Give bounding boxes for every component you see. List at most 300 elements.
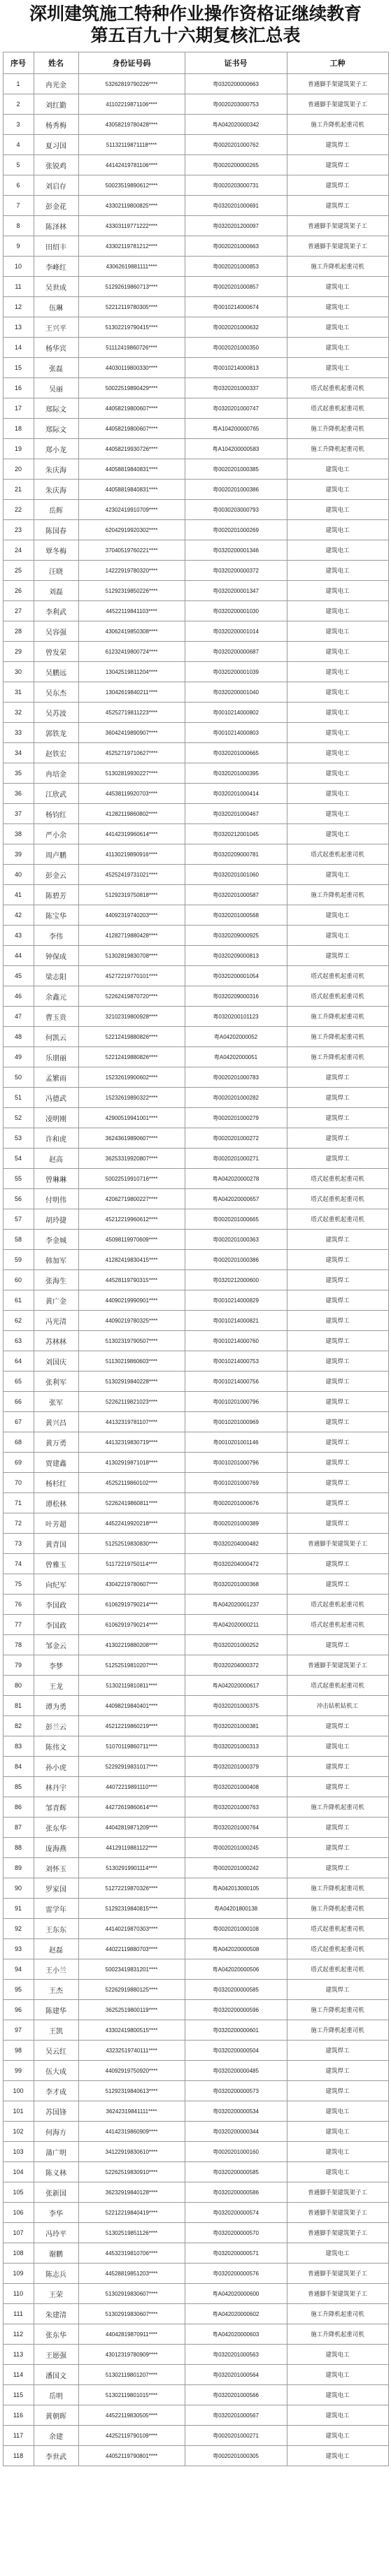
certificate-number-cell: 粤0320212000600	[185, 1270, 287, 1290]
trade-cell: 建筑电工	[287, 743, 388, 763]
id-number-cell: 45272219770101****	[78, 966, 185, 986]
table-row	[3, 1230, 388, 1250]
certificate-number-cell: 粤0320201000568	[185, 905, 287, 926]
id-number-cell: 50022519910716****	[78, 1169, 185, 1189]
table-header-row	[3, 52, 388, 74]
name-cell: 谭松林	[34, 1493, 78, 1513]
trade-cell: 建筑焊工	[287, 1250, 388, 1270]
table-row	[3, 1980, 388, 2000]
trade-cell: 建筑焊工	[287, 2041, 388, 2061]
trade-cell: 普通脚手架建筑架子工	[287, 2203, 388, 2223]
name-cell: 李才成	[34, 2081, 78, 2101]
name-cell: 苏林林	[34, 1331, 78, 1351]
table-row	[3, 2426, 388, 2446]
id-number-cell: 61062919790214****	[78, 1615, 185, 1635]
id-number-cell: 52292919831017****	[78, 1757, 185, 1777]
table-row	[3, 317, 388, 338]
trade-cell: 建筑焊工	[287, 1473, 388, 1493]
id-number-cell: 52262119821023****	[78, 1392, 185, 1412]
table-row	[3, 1189, 388, 1209]
trade-cell: 塔式起重机起重司机	[287, 378, 388, 398]
serial-cell: 42	[3, 905, 34, 926]
id-number-cell: 36253319920807****	[78, 1149, 185, 1169]
serial-cell: 98	[3, 2041, 34, 2061]
certificate-number-cell: 粤0010214000813	[185, 358, 287, 378]
table-row	[3, 1919, 388, 1939]
table-row	[3, 2324, 388, 2345]
serial-cell: 26	[3, 581, 34, 601]
certificate-number-cell: 粤0020201000242	[185, 1858, 287, 1878]
id-number-cell: 44522419920218****	[78, 1513, 185, 1534]
table-row	[3, 1372, 388, 1392]
serial-cell: 36	[3, 784, 34, 804]
certificate-number-cell: 粤0020201000272	[185, 1128, 287, 1149]
certificate-number-cell: 粤A042020000602	[185, 2304, 287, 2324]
id-number-cell: 36242319841111****	[78, 2101, 185, 2122]
serial-cell: 114	[3, 2365, 34, 2385]
id-number-cell: 51292319850226****	[78, 581, 185, 601]
table-row	[3, 2203, 388, 2223]
table-row	[3, 1818, 388, 1838]
id-number-cell: 14222919780320****	[78, 561, 185, 581]
table-row	[3, 1797, 388, 1818]
certificate-number-cell: 粤0320201000563	[185, 2345, 287, 2365]
table-row	[3, 1412, 388, 1432]
certificate-number-cell: 粤0320209000316	[185, 986, 287, 1007]
certificate-number-cell: 粤0320200000571	[185, 2243, 287, 2264]
table-row	[3, 1290, 388, 1311]
id-number-cell: 44252119790109****	[78, 2426, 185, 2446]
table-row	[3, 682, 388, 703]
name-cell: 杨杉红	[34, 1473, 78, 1493]
certificate-number-cell: 粤0020201000663	[185, 236, 287, 257]
table-row	[3, 1250, 388, 1270]
trade-cell: 建筑焊工	[287, 1980, 388, 2000]
id-number-cell: 61062919790214****	[78, 1595, 185, 1615]
certificate-number-cell: 粤0020201000665	[185, 1209, 287, 1230]
table-row	[3, 520, 388, 540]
id-number-cell: 44090219780325****	[78, 1311, 185, 1331]
serial-cell: 103	[3, 2142, 34, 2162]
certificate-number-cell: 粤0010201000969	[185, 1412, 287, 1432]
serial-cell: 46	[3, 986, 34, 1007]
name-cell: 彭兰云	[34, 1716, 78, 1736]
name-cell: 彭金花	[34, 196, 78, 216]
table-row	[3, 581, 388, 601]
serial-cell: 75	[3, 1574, 34, 1595]
table-row	[3, 1392, 388, 1412]
table-row	[3, 1331, 388, 1351]
serial-cell: 116	[3, 2405, 34, 2426]
certificate-number-cell: 粤0320201000587	[185, 885, 287, 905]
serial-cell: 62	[3, 1311, 34, 1331]
name-cell: 凌明刚	[34, 1108, 78, 1128]
trade-cell: 建筑焊工	[287, 155, 388, 175]
serial-cell: 68	[3, 1432, 34, 1453]
table-row	[3, 2182, 388, 2203]
name-cell: 李梦	[34, 1655, 78, 1676]
name-cell: 陈伟文	[34, 1736, 78, 1757]
id-number-cell: 45252719710627****	[78, 743, 185, 763]
serial-cell: 77	[3, 1615, 34, 1635]
id-number-cell: 52212219840419****	[78, 2203, 185, 2223]
table-row	[3, 966, 388, 986]
certificate-number-cell: 粤0020201000271	[185, 2426, 287, 2446]
id-number-cell: 51070119860711****	[78, 1736, 185, 1757]
trade-cell: 塔式起重机起重司机	[287, 398, 388, 419]
certificate-number-cell: 粤0020201000389	[185, 1513, 287, 1534]
certificate-number-cell: 粤0320201000368	[185, 1574, 287, 1595]
certificate-number-cell: 粤0010214000829	[185, 1290, 287, 1311]
id-number-cell: 41282719880428****	[78, 926, 185, 946]
serial-cell: 38	[3, 824, 34, 844]
serial-cell: 55	[3, 1169, 34, 1189]
id-number-cell: 62042919920302****	[78, 520, 185, 540]
trade-cell: 建筑电工	[287, 682, 388, 703]
certificate-number-cell: 粤0320201000691	[185, 196, 287, 216]
trade-cell: 施工升降机起重司机	[287, 419, 388, 439]
trade-cell: 建筑电工	[287, 2345, 388, 2365]
certificate-number-cell: 粤0010214000674	[185, 297, 287, 317]
trade-cell: 塔式起重机起重司机	[287, 1189, 388, 1209]
trade-cell: 施工升降机起重司机	[287, 115, 388, 135]
serial-cell: 104	[3, 2162, 34, 2182]
table-row	[3, 946, 388, 966]
table-row	[3, 2446, 388, 2466]
name-cell: 黄青国	[34, 1534, 78, 1554]
certificate-number-cell: 粤0010214000756	[185, 1372, 287, 1392]
name-cell: 刘怀玉	[34, 1858, 78, 1878]
name-cell: 冯光清	[34, 1311, 78, 1331]
name-cell: 杨华宾	[34, 338, 78, 358]
name-cell: 王荣	[34, 2284, 78, 2304]
serial-cell: 78	[3, 1635, 34, 1655]
name-cell: 陈碧芳	[34, 885, 78, 905]
name-cell: 韩加军	[34, 1250, 78, 1270]
id-number-cell: 44522119841103****	[78, 601, 185, 621]
certificate-number-cell: 粤0320201001060	[185, 865, 287, 885]
certificate-number-cell: 粤0320201000566	[185, 2385, 287, 2405]
serial-cell: 51	[3, 1088, 34, 1108]
serial-cell: 17	[3, 398, 34, 419]
serial-cell: 29	[3, 642, 34, 662]
id-number-cell: 51302919830607****	[78, 2284, 185, 2304]
table-row	[3, 257, 388, 277]
table-row	[3, 561, 388, 581]
name-cell: 钟保成	[34, 946, 78, 966]
name-cell: 张锐鸡	[34, 155, 78, 175]
certificate-number-cell: 粤0320200000585	[185, 1980, 287, 2000]
name-cell: 张利军	[34, 1372, 78, 1392]
table-row	[3, 459, 388, 480]
table-row	[3, 642, 388, 662]
serial-cell: 22	[3, 500, 34, 520]
id-number-cell: 52262519830910****	[78, 2162, 185, 2182]
id-number-cell: 41282119860802****	[78, 804, 185, 824]
trade-cell: 塔式起重机起重司机	[287, 1595, 388, 1615]
certificate-number-cell: 粤0020201000676	[185, 1493, 287, 1513]
trade-cell: 施工升降机起重司机	[287, 1899, 388, 1919]
serial-cell: 110	[3, 2284, 34, 2304]
trade-cell: 建筑焊工	[287, 1331, 388, 1351]
serial-cell: 107	[3, 2223, 34, 2243]
table-row	[3, 763, 388, 784]
id-number-cell: 52262919880125****	[78, 1980, 185, 2000]
trade-cell: 建筑电工	[287, 581, 388, 601]
certificate-number-cell: 粤0320201000375	[185, 1696, 287, 1716]
trade-cell: 建筑焊工	[287, 1412, 388, 1432]
name-cell: 彭金云	[34, 865, 78, 885]
table-row	[3, 662, 388, 682]
certificate-number-cell: 粤A042020000600	[185, 2284, 287, 2304]
serial-cell: 67	[3, 1412, 34, 1432]
certificate-number-cell: 粤0020201000857	[185, 277, 287, 297]
table-row	[3, 1067, 388, 1088]
certificate-number-cell: 粤0320200001014	[185, 621, 287, 642]
name-cell: 雷学年	[34, 1899, 78, 1919]
id-number-cell: 51252519810207****	[78, 1655, 185, 1676]
trade-cell: 普通脚手架建筑架子工	[287, 2284, 388, 2304]
serial-cell: 76	[3, 1595, 34, 1615]
certificate-number-cell: 粤0320201000763	[185, 1797, 287, 1818]
trade-cell: 建筑电工	[287, 905, 388, 926]
serial-cell: 24	[3, 540, 34, 561]
id-number-cell: 36232919840128****	[78, 2182, 185, 2203]
serial-cell: 6	[3, 175, 34, 196]
trade-cell: 建筑电工	[287, 621, 388, 642]
certificate-number-cell: 粤0320200001030	[185, 601, 287, 621]
serial-cell: 14	[3, 338, 34, 358]
table-row	[3, 2020, 388, 2041]
id-number-cell: 44129119881122****	[78, 1838, 185, 1858]
table-row	[3, 865, 388, 885]
name-cell: 严小余	[34, 824, 78, 844]
certificate-number-cell: 粤0320201000337	[185, 378, 287, 398]
trade-cell: 建筑电工	[287, 459, 388, 480]
name-cell: 杨钧红	[34, 804, 78, 824]
name-cell: 张东华	[34, 2324, 78, 2345]
table-row	[3, 1655, 388, 1676]
name-cell: 李华	[34, 2203, 78, 2223]
id-number-cell: 41130219890916****	[78, 844, 185, 865]
certificate-number-cell: 粤0020203000753	[185, 94, 287, 115]
trade-cell: 建筑焊工	[287, 1838, 388, 1858]
name-cell: 郑小龙	[34, 439, 78, 459]
trade-cell: 建筑焊工	[287, 1392, 388, 1412]
serial-cell: 39	[3, 844, 34, 865]
certificate-number-cell: 粤A042020000617	[185, 1676, 287, 1696]
serial-cell: 50	[3, 1067, 34, 1088]
certificate-number-cell: 粤A042020000278	[185, 1169, 287, 1189]
serial-cell: 5	[3, 155, 34, 175]
id-number-cell: 43302419800515****	[78, 2020, 185, 2041]
name-cell: 李峰红	[34, 257, 78, 277]
table-row	[3, 1574, 388, 1595]
serial-cell: 1	[3, 74, 34, 94]
certificate-number-cell: 粤0010201000796	[185, 1392, 287, 1412]
trade-cell: 建筑焊工	[287, 1513, 388, 1534]
id-number-cell: 45252719811223****	[78, 703, 185, 723]
name-cell: 陈义林	[34, 2162, 78, 2182]
table-row	[3, 1838, 388, 1858]
certificate-number-cell: 粤0020203000731	[185, 175, 287, 196]
serial-cell: 8	[3, 216, 34, 236]
table-row	[3, 1959, 388, 1980]
id-number-cell: 44092319740203****	[78, 905, 185, 926]
table-row	[3, 115, 388, 135]
name-cell: 朱庆海	[34, 459, 78, 480]
name-cell: 潘国文	[34, 2365, 78, 2385]
name-cell: 乐朋丽	[34, 1047, 78, 1067]
trade-cell: 建筑焊工	[287, 175, 388, 196]
id-number-cell: 44058819840831****	[78, 459, 185, 480]
serial-cell: 71	[3, 1493, 34, 1513]
name-cell: 向纪军	[34, 1574, 78, 1595]
trade-cell: 建筑电工	[287, 297, 388, 317]
id-number-cell: 44052119790801****	[78, 2446, 185, 2466]
certificate-number-cell: 粤0020201000269	[185, 520, 287, 540]
serial-cell: 4	[3, 135, 34, 155]
id-number-cell: 44058219930726****	[78, 439, 185, 459]
table-row	[3, 1513, 388, 1534]
table-row	[3, 926, 388, 946]
id-number-cell: 15232619900602****	[78, 1067, 185, 1088]
serial-cell: 113	[3, 2345, 34, 2365]
trade-cell: 建筑电工	[287, 2162, 388, 2182]
certificate-number-cell: 粤0010214000760	[185, 1331, 287, 1351]
certificate-number-cell: 粤0320200101123	[185, 1007, 287, 1027]
certificate-number-cell: 粤0010201001146	[185, 1432, 287, 1453]
table-row	[3, 1635, 388, 1655]
serial-cell: 34	[3, 743, 34, 763]
id-number-cell: 51112419860726****	[78, 338, 185, 358]
serial-cell: 7	[3, 196, 34, 216]
table-row	[3, 1493, 388, 1513]
certificate-number-cell: 粤0020201000245	[185, 1838, 287, 1858]
serial-cell: 2	[3, 94, 34, 115]
table-row	[3, 155, 388, 175]
serial-cell: 33	[3, 723, 34, 743]
table-row	[3, 2365, 388, 2385]
table-row	[3, 1473, 388, 1493]
name-cell: 陈宝华	[34, 905, 78, 926]
serial-cell: 30	[3, 662, 34, 682]
serial-cell: 12	[3, 297, 34, 317]
certificate-number-cell: 粤0320200001346	[185, 540, 287, 561]
id-number-cell: 36243619890607****	[78, 1128, 185, 1149]
id-number-cell: 44528819851203****	[78, 2264, 185, 2284]
table-row	[3, 1716, 388, 1736]
table-row	[3, 338, 388, 358]
certificate-number-cell: 粤A042013000105	[185, 1878, 287, 1899]
certificate-number-cell: 粤0020201000279	[185, 1108, 287, 1128]
serial-cell: 69	[3, 1453, 34, 1473]
id-number-cell: 44142319960614****	[78, 824, 185, 844]
certificate-number-cell: 粤0320209000781	[185, 844, 287, 865]
serial-cell: 41	[3, 885, 34, 905]
serial-cell: 82	[3, 1716, 34, 1736]
name-cell: 何凯云	[34, 1027, 78, 1047]
table-row	[3, 2264, 388, 2284]
certificate-number-cell: 粤A104200000583	[185, 439, 287, 459]
id-number-cell: 52212119780305****	[78, 297, 185, 317]
name-cell: 曾发荣	[34, 642, 78, 662]
id-number-cell: 13042519811204****	[78, 662, 185, 682]
certificate-number-cell: 粤0020201000271	[185, 1149, 287, 1169]
id-number-cell: 51302119801015****	[78, 2385, 185, 2405]
table-row	[3, 1858, 388, 1878]
trade-cell: 建筑焊工	[287, 196, 388, 216]
id-number-cell: 36252519800119****	[78, 2000, 185, 2020]
trade-cell: 建筑电工	[287, 2101, 388, 2122]
id-number-cell: 44132319781107****	[78, 1412, 185, 1432]
trade-cell: 普通脚手架建筑架子工	[287, 216, 388, 236]
serial-cell: 117	[3, 2426, 34, 2446]
serial-cell: 86	[3, 1797, 34, 1818]
table-row	[3, 1453, 388, 1473]
id-number-cell: 45252119860102****	[78, 1473, 185, 1493]
trade-cell: 建筑焊工	[287, 1818, 388, 1838]
name-cell: 曾琳琳	[34, 1169, 78, 1189]
serial-cell: 19	[3, 439, 34, 459]
id-number-cell: 44092919750920****	[78, 2061, 185, 2081]
table-row	[3, 986, 388, 1007]
trade-cell: 建筑焊工	[287, 1757, 388, 1777]
id-number-cell: 34122919830610****	[78, 2142, 185, 2162]
serial-cell: 64	[3, 1351, 34, 1372]
name-cell: 赵高	[34, 1149, 78, 1169]
id-number-cell: 50022519890429****	[78, 378, 185, 398]
certificate-number-cell: 粤0320201000665	[185, 743, 287, 763]
trade-cell: 建筑焊工	[287, 1432, 388, 1453]
trade-cell: 建筑电工	[287, 358, 388, 378]
trade-cell: 施工升降机起重司机	[287, 885, 388, 905]
id-number-cell: 45212219960612****	[78, 1209, 185, 1230]
table-row	[3, 2142, 388, 2162]
serial-cell: 102	[3, 2122, 34, 2142]
serial-cell: 80	[3, 1676, 34, 1696]
trade-cell: 普通脚手架建筑架子工	[287, 236, 388, 257]
column-header-serial: 序号	[3, 52, 34, 74]
certificate-number-cell: 粤0020201000350	[185, 338, 287, 358]
certificate-number-cell: 粤A04202000052	[185, 1027, 287, 1047]
serial-cell: 79	[3, 1655, 34, 1676]
name-cell: 汪晓	[34, 561, 78, 581]
trade-cell: 建筑电工	[287, 520, 388, 540]
serial-cell: 59	[3, 1250, 34, 1270]
name-cell: 李利武	[34, 601, 78, 621]
name-cell: 黄朝晖	[34, 2405, 78, 2426]
table-row	[3, 500, 388, 520]
table-row	[3, 1311, 388, 1331]
name-cell: 张磊	[34, 358, 78, 378]
certificate-number-cell: 粤0010214000821	[185, 1311, 287, 1331]
trade-cell: 建筑电工	[287, 2243, 388, 2264]
column-header-id-number: 身份证号码	[78, 52, 185, 74]
id-number-cell: 51130219860603****	[78, 1351, 185, 1372]
name-cell: 叶芳超	[34, 1513, 78, 1534]
serial-cell: 101	[3, 2101, 34, 2122]
name-cell: 郑际文	[34, 419, 78, 439]
certificate-number-cell: 粤0320201000564	[185, 2365, 287, 2385]
serial-cell: 15	[3, 358, 34, 378]
trade-cell: 建筑电工	[287, 540, 388, 561]
name-cell: 张东华	[34, 1818, 78, 1838]
id-number-cell: 44042819871209****	[78, 1818, 185, 1838]
id-number-cell: 44142319860909****	[78, 2122, 185, 2142]
serial-cell: 108	[3, 2243, 34, 2264]
table-row	[3, 540, 388, 561]
